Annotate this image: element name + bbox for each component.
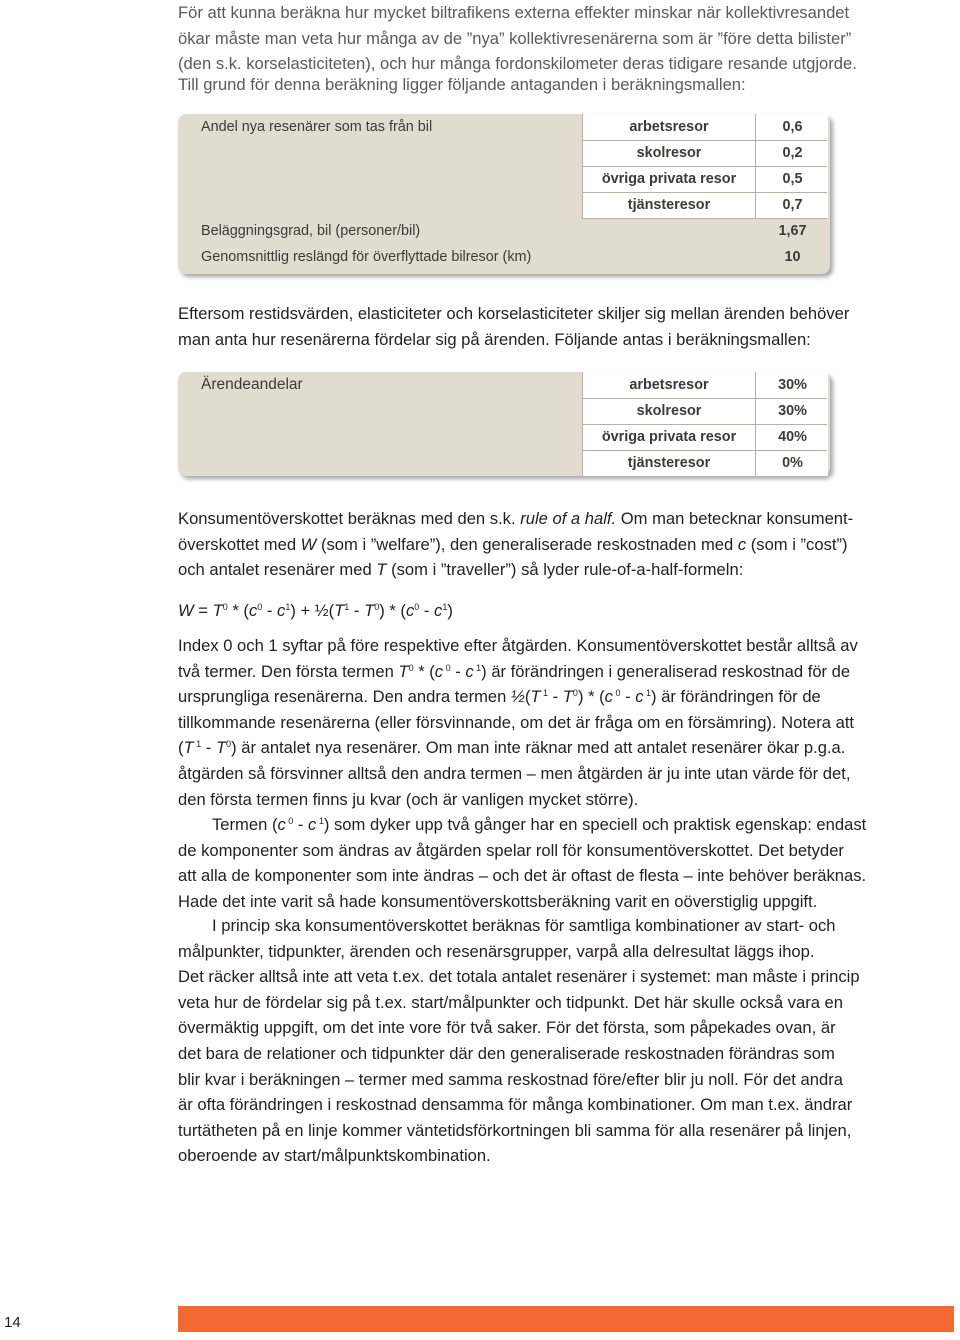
text-line: Det räcker alltså inte att veta t.ex. det totala antalet resenärer i systemet: man måste i princip xyxy=(178,967,860,987)
text-line: det bara de relationer och tidpunkter där den generaliserade reskostnaden förändras som xyxy=(178,1043,835,1063)
text-line: de komponenter som ändras av åtgärden spelar roll för konsumentöverskottet. Det betyder xyxy=(178,840,844,860)
text-line: åtgärden så försvinner alltså den andra termen – men åtgärden är ju inte utan värde för det, xyxy=(178,763,851,783)
term-paragraph xyxy=(178,812,940,914)
table-row xyxy=(178,140,830,166)
category-name: övriga privata resor xyxy=(601,429,737,445)
intro-line: ökar måste man veta hur många av de ”nya” kollektivresenärerna som är ”före detta bilister” xyxy=(178,28,852,48)
category-value: 0,2 xyxy=(782,145,803,161)
category-value: 0,7 xyxy=(782,197,803,213)
text-line: målpunkter, tidpunkter, ärenden och resenärsgrupper, varpå alla delresultat läggs ihop. xyxy=(178,941,815,961)
text-line: Hade det inte varit så hade konsumentöverskottsberäkning varit en oöverstiglig uppgift. xyxy=(178,891,818,911)
category-name: arbetsresor xyxy=(629,119,709,135)
text-line: och antalet resenärer med T (som i ”traveller”) så lyder rule-of-a-half-formeln: xyxy=(178,560,744,580)
rule-of-a-half-formula: $W = T^0 * (c^0 - c^1)$ + $\frac{1}{2}(T^1 - T^0) * (c^0 - c^1)$ xyxy=(178,601,453,620)
category-name: tjänsteresor xyxy=(627,197,711,213)
text-line: blir kvar i beräkningen – termer med samma reskostnad före/efter blir ju noll. För det andra xyxy=(178,1069,843,1089)
occupancy-label: Beläggningsgrad, bil (personer/bil) xyxy=(201,223,421,239)
table-row xyxy=(178,114,830,140)
page-number: 14 xyxy=(4,1314,21,1331)
category-value: 40% xyxy=(778,429,807,445)
category-value: 30% xyxy=(778,403,807,419)
table-row xyxy=(178,450,830,476)
distance-label: Genomsnittlig reslängd för överflyttade bilresor (km) xyxy=(201,249,532,265)
new-travellers-label: Andel nya resenärer som tas från bil xyxy=(201,119,433,135)
text-line: turtätheten på en linje kommer väntetidsförkortningen bli samma för alla resenärer på linjen, xyxy=(178,1120,852,1140)
text-line: veta hur de fördelar sig på t.ex. start/målpunkter och tidpunkt. Det här skulle också vara en xyxy=(178,992,844,1012)
category-value: 0,5 xyxy=(782,171,803,187)
category-value: 0,6 xyxy=(782,119,803,135)
text-line: att alla de komponenter som inte ändras – och det är oftast de flesta – inte behöver beräknas. xyxy=(178,866,867,886)
consumer-surplus-paragraph xyxy=(178,506,940,583)
errand-paragraph xyxy=(178,301,940,352)
table-row xyxy=(178,398,830,424)
table-row xyxy=(178,372,830,398)
text-line: I princip ska konsumentöverskottet beräknas för samtliga kombinationer av start- och xyxy=(212,916,836,935)
distance-value: 10 xyxy=(784,249,801,265)
occupancy-value: 1,67 xyxy=(778,223,807,239)
text-line: ursprungliga resenärerna. Den andra termen ½(T $^1 - T^0) * (c$ $^0$ - c $^1$) är förändringen för de xyxy=(178,687,821,707)
table-row xyxy=(178,244,830,270)
table-row xyxy=(178,192,830,218)
text-line: den första termen finns ju kvar (och är vanligen mycket större). xyxy=(178,789,639,809)
errand-share-label: Ärendeandelar xyxy=(201,376,303,393)
text-line: tillkommande resenärerna (eller försvinnande, om det är fråga om en försämring). Notera att xyxy=(178,712,855,732)
text-line: övermäktig uppgift, om det inte vore för två saker. För det första, som påpekades ovan, är xyxy=(178,1018,836,1038)
category-value: 0% xyxy=(782,455,803,471)
errand-share-table xyxy=(178,372,830,476)
table-row xyxy=(178,424,830,450)
principle-paragraph xyxy=(178,913,940,1169)
intro-line: (den s.k. korselasticiteten), och hur många fordonskilometer deras tidigare resande utgjorde. xyxy=(178,54,857,74)
footer-bar xyxy=(178,1306,954,1332)
text-line: (T $^1 - T^0$) är antalet nya resenärer. Om man inte räknar med att antalet resenärer ökar p.g.a. xyxy=(178,738,846,758)
text-line: två termer. Den första termen $T^0 * (c$ $^0$ - c $^1$) är förändringen i generaliserad reskostnad för de xyxy=(178,661,851,681)
text-line: Index 0 och 1 syftar på före respektive efter åtgärden. Konsumentöverskottet består alltså av xyxy=(178,636,858,655)
category-name: tjänsteresor xyxy=(627,455,711,471)
assumptions-table xyxy=(178,114,830,274)
index-paragraph xyxy=(178,633,940,812)
category-name: skolresor xyxy=(636,403,702,419)
assumptions-intro: Till grund för denna beräkning ligger följande antaganden i beräkningsmallen: xyxy=(178,75,746,94)
text-line: överskottet med W (som i ”welfare”), den generaliserade reskostnaden med c (som i ”cost”) xyxy=(178,534,848,554)
category-name: skolresor xyxy=(636,145,702,161)
category-value: 30% xyxy=(778,377,807,393)
table-row xyxy=(178,166,830,192)
text-line: Termen (c $^0$ - c $^1$) som dyker upp två gånger har en speciell och praktisk egenskap: endast xyxy=(212,815,867,834)
intro-line: För att kunna beräkna hur mycket biltrafikens externa effekter minskar när kollektivresandet xyxy=(178,3,850,22)
category-name: övriga privata resor xyxy=(601,171,737,187)
intro-paragraph xyxy=(178,0,940,77)
text-line: Eftersom restidsvärden, elasticiteter och korselasticiteter skiljer sig mellan ärenden behöver xyxy=(178,304,850,323)
text-line: man anta hur resenärerna fördelar sig på ärenden. Följande antas i beräkningsmallen: xyxy=(178,329,811,349)
text-line: oberoende av start/målpunktskombination. xyxy=(178,1146,491,1166)
text-line: Konsumentöverskottet beräknas med den s.k. rule of a half. Om man betecknar konsument- xyxy=(178,509,854,528)
category-name: arbetsresor xyxy=(629,377,709,393)
table-row xyxy=(178,218,830,244)
text-line: är ofta förändringen i reskostnad densamma för många kombinationer. Om man t.ex. ändrar xyxy=(178,1095,853,1115)
